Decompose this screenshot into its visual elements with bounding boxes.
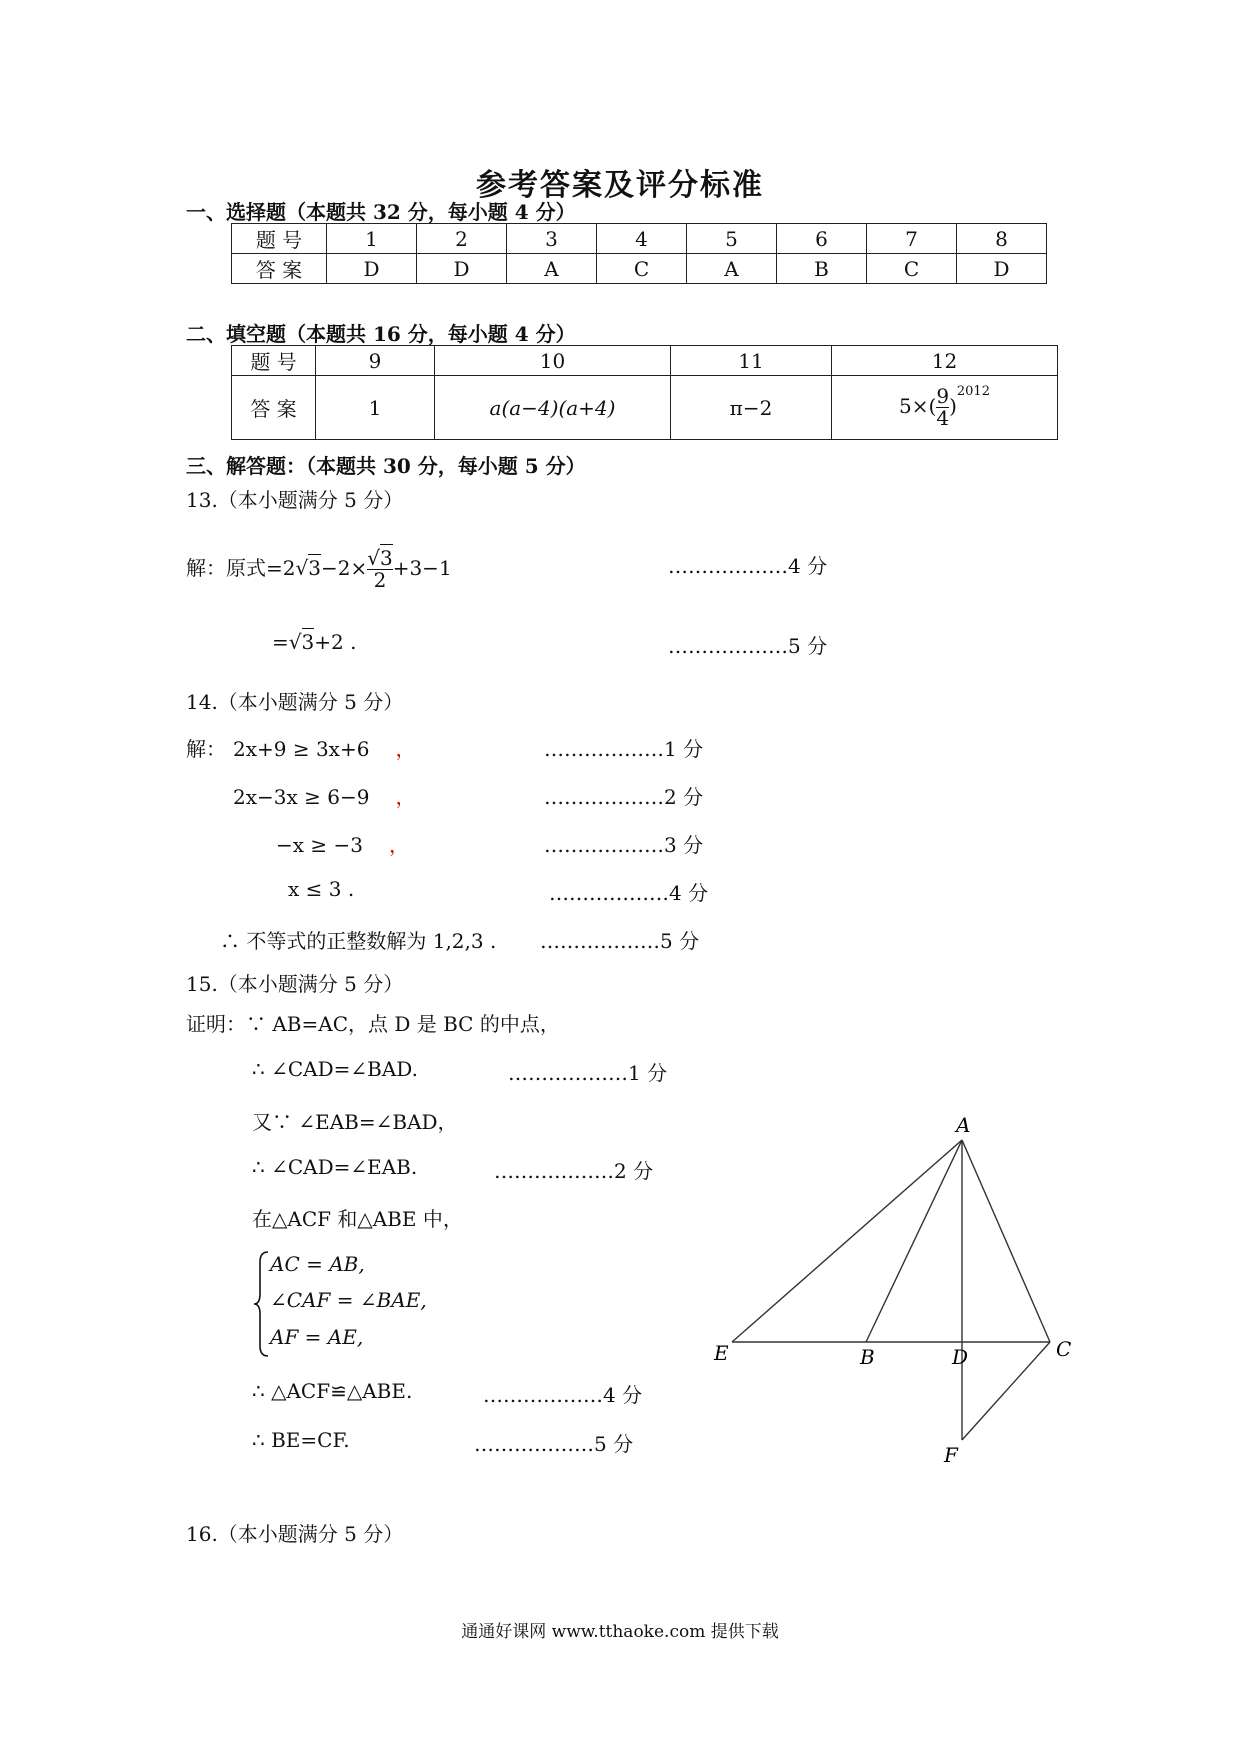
question-number: 4 [597,224,687,254]
answer-cell-12: 5×( $\frac{9}{4}$ )$^{2012}$ [832,376,1058,440]
answer-cell: C [867,254,957,284]
vertex-label-e: E [714,1341,729,1365]
row-label-answer: 答 案 [232,376,316,440]
system-line-3: AF = AE, [270,1325,364,1349]
question-number: 9 [316,346,435,376]
answer-cell: D [327,254,417,284]
answer-cell: B [777,254,867,284]
q13-header: 13.（本小题满分 5 分） [186,488,404,512]
answer-cell: C [597,254,687,284]
vertex-label-b: B [860,1345,875,1369]
question-number: 12 [832,346,1058,376]
geometry-figure [700,1110,1080,1490]
q15-line-6: ∴ BE=CF. [252,1428,350,1452]
vertex-label-c: C [1056,1337,1072,1361]
question-number: 11 [671,346,832,376]
answer-cell: A [687,254,777,284]
q15-score-4: ………………4 分 [483,1383,643,1407]
answer-cell: π−2 [671,376,832,440]
question-number: 3 [507,224,597,254]
question-number: 7 [867,224,957,254]
q14-score-5: ………………5 分 [540,929,700,953]
brace-icon [252,1250,272,1358]
q14-score-4: ………………4 分 [549,881,709,905]
row-label-number: 题 号 [232,224,327,254]
q15-line-1: ∴ ∠CAD=∠BAD. [252,1057,418,1081]
q14-step-1: 2x+9 ≥ 3x+6 ， [233,737,416,761]
system-line-2: ∠CAF = ∠BAE, [270,1288,427,1312]
fill-answer-table [231,345,1058,440]
row-label-number: 题 号 [232,346,316,376]
system-line-1: AC = AB, [270,1252,365,1276]
answer-cell: a(a−4)(a+4) [435,376,671,440]
answer-cell: 1 [316,376,435,440]
answer-cell: D [417,254,507,284]
q16-header: 16.（本小题满分 5 分） [186,1522,404,1546]
q14-score-3: ………………3 分 [544,833,704,857]
question-number: 5 [687,224,777,254]
q14-score-2: ………………2 分 [544,785,704,809]
footer-credit: 通通好课网 www.tthaoke.com 提供下载 [461,1622,779,1642]
fraction: $\frac{√3}{2}$ [367,546,393,592]
vertex-label-f: F [944,1443,958,1467]
q15-score-1: ………………1 分 [508,1061,668,1085]
q15-score-5: ………………5 分 [474,1432,634,1456]
fraction: $\frac{9}{4}$ [936,384,950,430]
q14-conclusion: ∴ 不等式的正整数解为 1,2,3 . [220,929,497,953]
q13-score-2: ………………5 分 [668,634,828,658]
q13-line-2: =√3+2 . [272,630,357,654]
answer-cell: A [507,254,597,284]
q15-line-2: 又∵ ∠EAB=∠BAD， [252,1110,458,1134]
q15-intro: 证明：∵ AB=AC，点 D 是 BC 的中点， [186,1012,560,1036]
question-number: 8 [957,224,1047,254]
row-label-answer: 答 案 [232,254,327,284]
question-number: 10 [435,346,671,376]
choice-answer-table [231,223,1047,284]
q13-line-1: 解：原式=2√3−2× $\frac{√3}{2}$ +3−1 [186,546,452,592]
q14-step-4: x ≤ 3 . [288,877,355,901]
question-number: 1 [327,224,417,254]
question-number: 6 [777,224,867,254]
section-2-heading: 二、填空题（本题共 16 分，每小题 4 分） [186,322,576,346]
q15-line-5: ∴ △ACF≌△ABE. [252,1379,413,1403]
section-3-heading: 三、解答题：（本题共 30 分，每小题 5 分） [186,454,586,478]
q14-step-3: −x ≥ −3 ， [276,833,409,857]
q14-step-2: 2x−3x ≥ 6−9 ， [233,785,416,809]
question-number: 2 [417,224,507,254]
q15-line-4: 在△ACF 和△ABE 中， [252,1207,463,1231]
vertex-label-a: A [956,1113,971,1137]
q13-score-1: ………………4 分 [668,554,828,578]
q14-score-1: ………………1 分 [544,737,704,761]
vertex-label-d: D [952,1345,969,1369]
section-1-heading: 一、选择题（本题共 32 分，每小题 4 分） [186,200,576,224]
q14-jie: 解： [186,737,226,761]
q15-score-2: ………………2 分 [494,1159,654,1183]
page-title: 参考答案及评分标准 [476,168,764,203]
q15-header: 15.（本小题满分 5 分） [186,972,404,996]
q14-header: 14.（本小题满分 5 分） [186,690,404,714]
answer-cell: D [957,254,1047,284]
q15-line-3: ∴ ∠CAD=∠EAB. [252,1155,418,1179]
